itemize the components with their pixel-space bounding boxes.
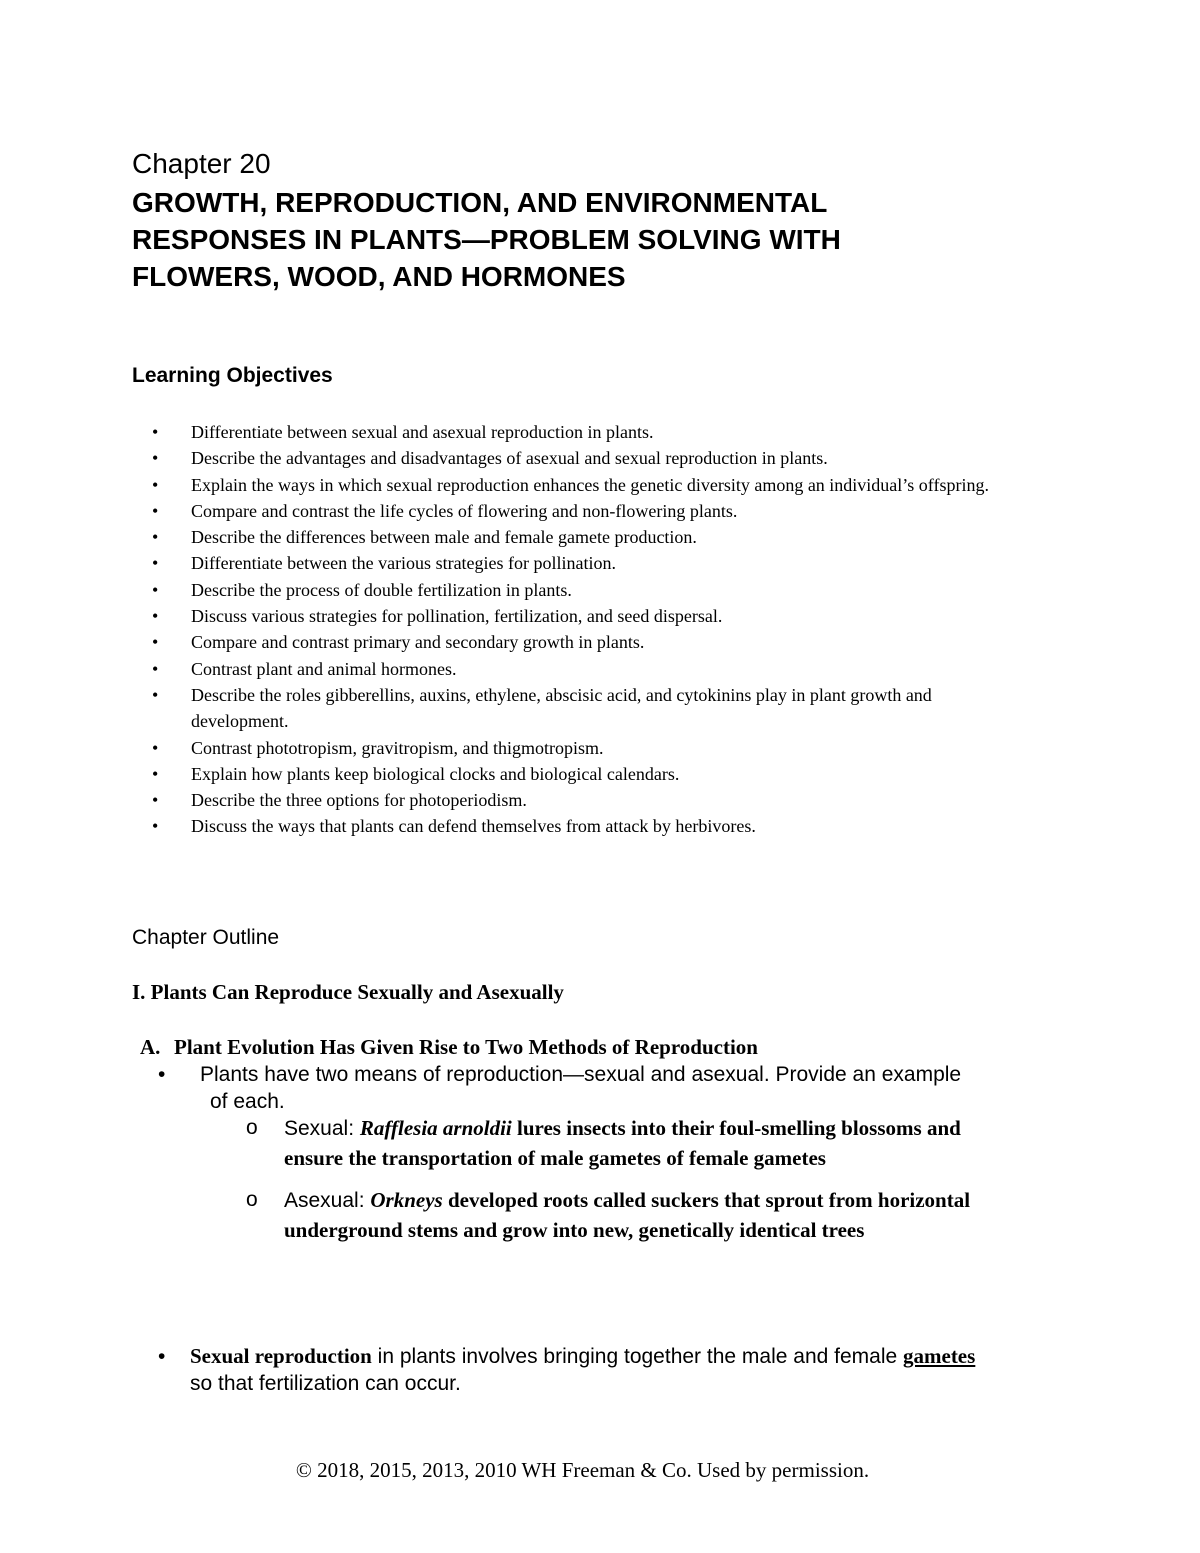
objective-item: • Compare and contrast primary and secondary growth in plants. <box>152 629 992 655</box>
objective-item: • Describe the differences between male and female gamete production. <box>152 524 992 550</box>
objective-item: • Explain the ways in which sexual reproduction enhances the genetic diversity among an individual’s offspring. <box>152 472 992 498</box>
bullet-icon: • <box>152 527 159 548</box>
objective-item: • Differentiate between the various strategies for pollination. <box>152 550 992 576</box>
objective-item: • Differentiate between sexual and asexual reproduction in plants. <box>152 419 992 445</box>
sexual-answer: lures insects into their foul-smelling blossoms and ensure the transportation of male gametes of female gametes <box>284 1116 961 1170</box>
objective-item: • Discuss the ways that plants can defend themselves from attack by herbivores. <box>152 813 992 839</box>
objective-item: • Compare and contrast the life cycles of flowering and non-flowering plants. <box>152 498 992 524</box>
objective-item: • Describe the advantages and disadvantages of asexual and sexual reproduction in plants. <box>152 445 992 471</box>
objective-item: • Describe the three options for photoperiodism. <box>152 787 992 813</box>
bullet-text-line1: Plants have two means of reproduction—sexual and asexual. Provide an example <box>200 1063 962 1086</box>
bullet-icon: • <box>158 1345 166 1368</box>
sexual-species: Rafflesia arnoldii <box>359 1116 512 1140</box>
bullet-icon: • <box>152 632 159 653</box>
bullet-icon: • <box>152 684 159 705</box>
term-gametes: gametes <box>903 1344 976 1368</box>
outline-section-a <box>140 1033 758 1061</box>
bullet-icon: • <box>152 422 159 442</box>
outline-bullet-sexual-reproduction <box>158 1343 978 1397</box>
bullet-icon: • <box>152 500 159 521</box>
learning-objectives-list <box>152 419 992 840</box>
bullet-icon: • <box>152 579 159 600</box>
bullet-icon: • <box>152 763 159 784</box>
bullet2-end-text: so that fertilization can occur. <box>190 1372 461 1395</box>
circle-bullet-icon: o <box>246 1188 258 1211</box>
bullet-icon: • <box>158 1063 166 1086</box>
chapter-outline-heading: Chapter Outline <box>132 926 280 949</box>
sexual-label: Sexual: <box>284 1117 360 1140</box>
asexual-label: Asexual: <box>284 1189 371 1212</box>
objective-item: • Discuss various strategies for pollination, fertilization, and seed dispersal. <box>152 603 992 629</box>
learning-objectives-heading: Learning Objectives <box>132 364 333 387</box>
sub-item-sexual <box>246 1114 1006 1172</box>
footer-copyright: © 2018, 2015, 2013, 2010 WH Freeman & Co. Used by permission. <box>295 1458 870 1482</box>
objective-item: • Contrast plant and animal hormones. <box>152 656 992 682</box>
objective-item: • Explain how plants keep biological clocks and biological calendars. <box>152 761 992 787</box>
objective-item: • Describe the process of double fertilization in plants. <box>152 577 992 603</box>
bullet-icon: • <box>152 658 159 679</box>
objective-item: • Contrast phototropism, gravitropism, and thigmotropism. <box>152 735 992 761</box>
chapter-title: GROWTH, REPRODUCTION, AND ENVIRONMENTAL RESPONSES IN PLANTS—PROBLEM SOLVING WITH FLOWERS, WOOD, AND HORMONES <box>132 187 841 292</box>
outline-section-i: I. Plants Can Reproduce Sexually and Asexually <box>132 980 564 1004</box>
bullet-icon: • <box>152 553 159 574</box>
bullet-icon: • <box>152 737 159 758</box>
bullet-icon: • <box>152 474 159 495</box>
outline-section-a-title: Plant Evolution Has Given Rise to Two Methods of Reproduction <box>174 1035 758 1059</box>
asexual-answer: developed roots called suckers that sprout from horizontal underground stems and grow into new, genetically identical trees <box>284 1188 971 1242</box>
bullet-icon: • <box>152 606 159 627</box>
circle-bullet-icon: o <box>246 1116 258 1139</box>
bullet-text-line2: of each. <box>210 1090 285 1113</box>
chapter-number: Chapter 20 <box>132 148 271 179</box>
bullet-icon: • <box>152 816 159 837</box>
outline-section-a-label: A. <box>140 1035 161 1059</box>
outline-bullet-reproduction-means <box>158 1061 978 1115</box>
objective-item: • Describe the roles gibberellins, auxins, ethylene, abscisic acid, and cytokinins play in plant growth and development. <box>152 682 992 735</box>
asexual-species: Orkneys <box>370 1188 443 1212</box>
bullet2-mid-text: in plants involves bringing together the male and female <box>371 1345 903 1368</box>
bullet-icon: • <box>152 448 159 469</box>
bullet-icon: • <box>152 790 159 811</box>
sub-item-asexual <box>246 1186 1006 1244</box>
term-sexual-reproduction: Sexual reproduction <box>190 1344 372 1368</box>
